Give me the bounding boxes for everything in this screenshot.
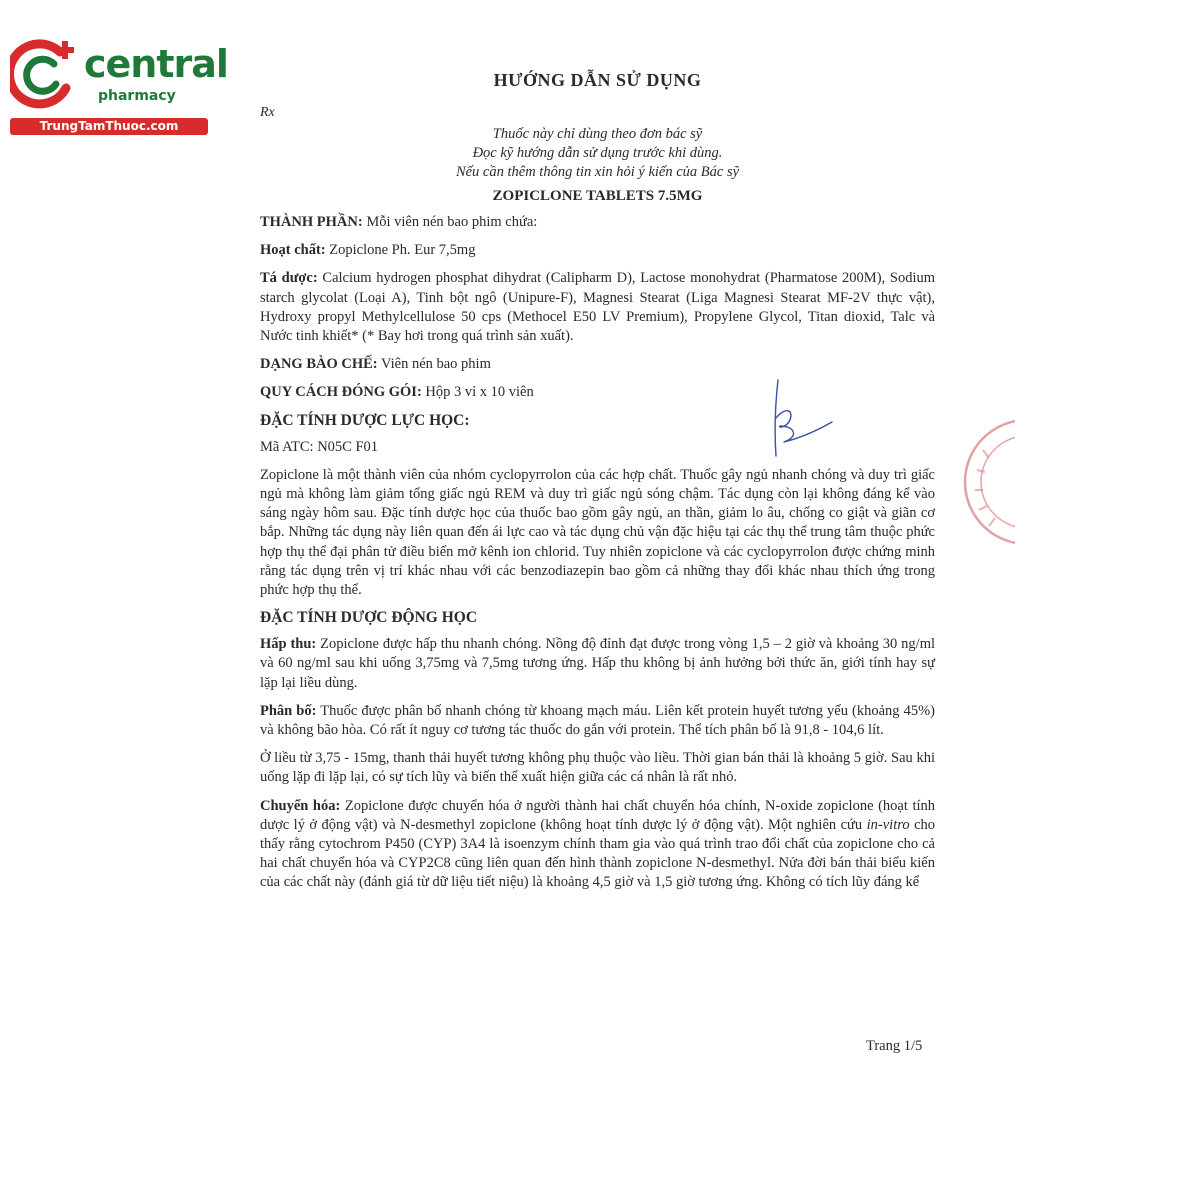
excipients <box>260 269 935 346</box>
pharmacokinetics-heading: ĐẶC TÍNH DƯỢC ĐỘNG HỌC <box>260 609 478 627</box>
product-name: ZOPICLONE TABLETS 7.5MG <box>492 188 703 204</box>
active-label: Hoạt chất: <box>260 242 326 259</box>
metabolism <box>260 797 935 893</box>
atc-code: Mã ATC: N05C F01 <box>260 438 379 455</box>
composition <box>260 213 935 232</box>
metabolism-text: Zopiclone được chuyển hóa ở người thành hai chất chuyển hóa chính, N-oxide zopiclone (hoạt tính dược lý ở động vật) và N-desmethyl zopiclone (không hoạt tính dược lý ở động vật). Một nghiên cứu <box>260 797 936 833</box>
packing-text: Hộp 3 vỉ x 10 viên <box>425 384 534 401</box>
warning-line: Thuốc này chỉ dùng theo đơn bác sỹ <box>492 126 703 142</box>
absorption <box>260 635 935 693</box>
metabolism-label: Chuyển hóa: <box>260 797 341 814</box>
logo-brand-text: central <box>84 42 228 86</box>
active-ingredient <box>260 241 935 260</box>
excipients-label: Tá dược: <box>260 270 318 287</box>
document-title: HƯỚNG DẪN SỬ DỤNG <box>493 70 702 90</box>
signature-icon <box>770 378 840 463</box>
packing-label: QUY CÁCH ĐÓNG GÓI: <box>260 384 422 401</box>
absorption-label: Hấp thu: <box>260 636 317 653</box>
central-c-logo-icon <box>10 38 82 110</box>
excipients-text: Calcium hydrogen phosphat dihydrat (Calipharm D), Lactose monohydrat (Pharmatose 200M), Sodium starch glycolat (Loại A), Tinh bột ngô (Unipure-F), Magnesi Stearat (Liga Magnesi Stearat MF-2V thực vật), Hydroxy propyl Methylcellulose 50 cps (Methocel E50 LV Premium), Propylene Glycol, Titan dioxid, Talc và Nước tinh khiết* (* Bay hơi trong quá trình sản xuất). <box>260 270 935 345</box>
form-label: DẠNG BÀO CHẾ: <box>260 356 378 373</box>
warning-line: Đọc kỹ hướng dẫn sử dụng trước khi dùng. <box>472 145 723 161</box>
page-number: Trang 1/5 <box>866 1038 923 1054</box>
distribution-text: Thuốc được phân bố nhanh chóng từ khoang mạch máu. Liên kết protein huyết tương yếu (khoảng 45%) và không bão hòa. Có rất ít nguy cơ tương tác thuốc do gắn với protein. Thể tích phân bố là 91,8 - 104,6 lít. <box>260 702 935 739</box>
metabolism-text-cont: cho thấy rằng cytochrom P450 (CYP) 3A4 là isoenzym chính tham gia vào quá trình trao đổi chất của zopiclone cho cả hai chất chuyển hóa và CYP2C8 cũng liên quan đến hình thành zopiclone N-desmethyl. Nửa đời bán thải biểu kiến của các chất này (đánh giá từ dữ liệu tiết niệu) là khoảng 4,5 giờ và 1,5 giờ tương ứng. Không có tích lũy đáng kể <box>260 816 935 891</box>
active-text: Zopiclone Ph. Eur 7,5mg <box>329 242 476 259</box>
dose-elimination-text: Ở liều từ 3,75 - 15mg, thanh thải huyết tương không phụ thuộc vào liều. Thời gian bán thải là khoảng 5 giờ. Sau khi uống lặp đi lặp lại, có sự tích lũy và biến thể xuất hiện giữa các cá nhân là rất nhỏ. <box>260 750 935 786</box>
composition-text: Mỗi viên nén bao phim chứa: <box>366 214 538 230</box>
rx-mark: Rx <box>260 105 275 120</box>
leaflet-document <box>260 70 935 893</box>
red-stamp-icon <box>955 410 1015 560</box>
absorption-text: Zopiclone được hấp thu nhanh chóng. Nồng độ đỉnh đạt được trong vòng 1,5 – 2 giờ và khoảng 30 ng/ml và 60 ng/ml sau khi uống 3,75mg và 7,5mg tương ứng. Hấp thu không bị ảnh hưởng bởi thức ăn, giới tính hay sự lặp lại liều dùng. <box>260 636 935 691</box>
form-text: Viên nén bao phim <box>381 356 491 373</box>
pharmacodynamics-heading: ĐẶC TÍNH DƯỢC LỰC HỌC: <box>260 411 470 429</box>
distribution-label: Phân bố: <box>260 702 317 719</box>
dosage-form <box>260 355 935 374</box>
distribution <box>260 702 935 740</box>
composition-label: THÀNH PHẦN: <box>260 214 363 230</box>
logo-sub-text: pharmacy <box>98 88 176 104</box>
warning-line: Nếu cần thêm thông tin xin hỏi ý kiến của Bác sỹ <box>455 164 740 180</box>
central-pharmacy-logo[interactable] <box>10 38 228 138</box>
logo-url-banner[interactable]: TrungTamThuoc.com <box>10 118 208 135</box>
metabolism-italic: in-vitro <box>866 816 910 833</box>
pharmacodynamics-text: Zopiclone là một thành viên của nhóm cyclopyrrolon của các hợp chất. Thuốc gây ngủ nhanh chóng và duy trì giấc ngủ mà không làm giảm tổng giấc ngủ REM và duy trì giấc ngủ sóng chậm. Tác dụng còn lại không đáng kể vào sáng ngày hôm sau. Đặc tính dược học của thuốc bao gồm gây ngủ, an thần, giảm lo âu, chống co giật và giãn cơ bắp. Những tác dụng này liên quan đến ái lực cao và tác dụng chủ vận đặc hiệu tại các thụ thể trung tâm thuộc phức hợp thụ thể đại phân tử điều biến mở kênh ion chlorid. Tuy nhiên zopiclone và các cyclopyrrolon được chứng minh rằng tác dụng trên vị trí khác nhau với các benzodiazepin bao gồm cả những thay đổi khác nhau thích ứng trong phức hợp thụ thể. <box>260 466 935 599</box>
